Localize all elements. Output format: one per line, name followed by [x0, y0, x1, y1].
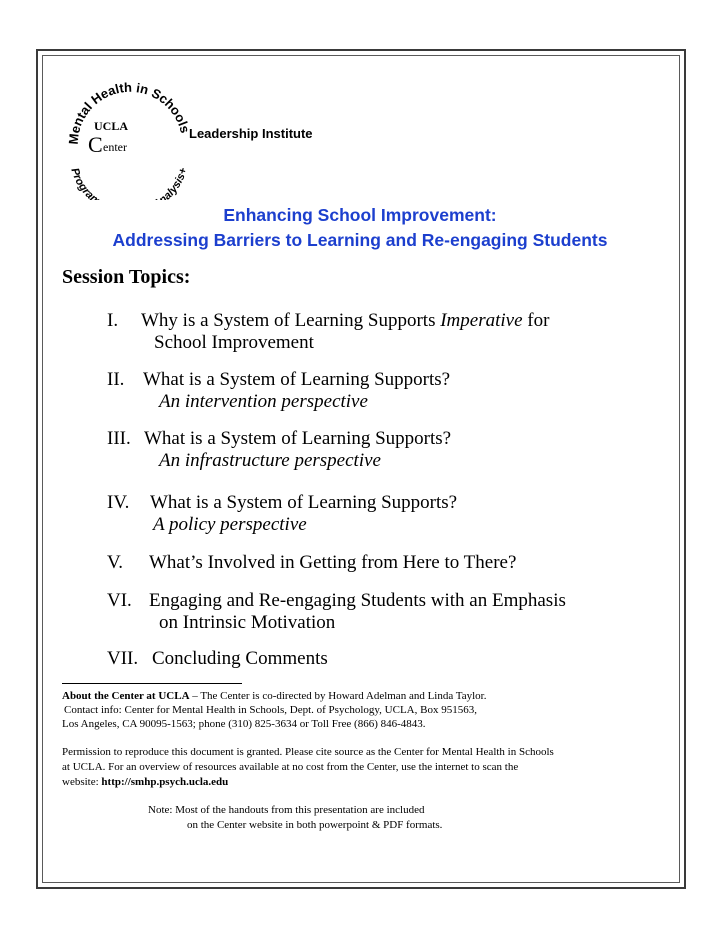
- topic-number: VII.: [107, 648, 139, 669]
- note-line-1: Note: Most of the handouts from this presentation are included: [148, 804, 425, 816]
- topic-text: Engaging and Re-engaging Students with an Emphasis: [149, 590, 566, 611]
- topic-subline: A policy perspective: [153, 514, 307, 535]
- topic-text: Why is a System of Learning Supports: [141, 310, 441, 331]
- note-line-2: on the Center website in both powerpoint & PDF formats.: [187, 819, 443, 831]
- topic-subline: An intervention perspective: [159, 391, 368, 412]
- permission-line-2: at UCLA. For an overview of resources available at no cost from the Center, use the internet to scan the: [62, 761, 519, 773]
- topic-item: [107, 428, 451, 472]
- about-label: About the Center at UCLA: [62, 690, 190, 702]
- logo-ucla: UCLA: [94, 119, 129, 133]
- topic-subline: School Improvement: [154, 332, 314, 353]
- topic-number: VI.: [107, 590, 132, 611]
- permission-line-3: [62, 775, 228, 790]
- topic-number: V.: [107, 552, 124, 573]
- topic-text: What’s Involved in Getting from Here to There?: [149, 552, 517, 573]
- contact-line-2: Los Angeles, CA 90095-1563; phone (310) 825-3634 or Toll Free (866) 846-4843.: [62, 718, 426, 730]
- topic-text-after: for: [522, 310, 550, 331]
- topic-item: [107, 552, 516, 574]
- topic-text: Concluding Comments: [152, 648, 328, 669]
- contact-line-1: Contact info: Center for Mental Health in Schools, Dept. of Psychology, UCLA, Box 951563,: [64, 704, 477, 716]
- topic-text: What is a System of Learning Supports?: [143, 369, 451, 390]
- topic-number: II.: [107, 369, 125, 390]
- center-logo: [58, 70, 198, 200]
- logo-arc-text: Mental Health in Schools: [65, 79, 193, 145]
- about-line: [62, 689, 486, 704]
- topic-item: [107, 648, 328, 670]
- footnote-divider: [62, 683, 242, 684]
- topic-item: [107, 310, 549, 354]
- title-line-2: Addressing Barriers to Learning and Re-engaging Students: [112, 230, 608, 250]
- topic-item: [107, 369, 450, 413]
- website-link[interactable]: http://smhp.psych.ucla.edu: [101, 776, 229, 788]
- session-heading: Session Topics:: [62, 266, 191, 288]
- topic-text: What is a System of Learning Supports?: [144, 428, 452, 449]
- website-prefix: website:: [62, 776, 102, 788]
- topic-subline: on Intrinsic Motivation: [159, 612, 336, 633]
- topic-text: What is a System of Learning Supports?: [150, 492, 458, 513]
- logo-bottom-arc-text: Progra nalysis+: [68, 166, 190, 200]
- title-line-1: Enhancing School Improvement:: [223, 205, 497, 225]
- permission-line-1: Permission to reproduce this document is granted. Please cite source as the Center for Mental Health in Schools: [62, 746, 554, 758]
- topic-number: I.: [107, 310, 119, 331]
- topic-item: [107, 590, 566, 634]
- svg-text:Program and Policy Analysis+: [68, 166, 190, 200]
- logo-center-rest: enter: [103, 140, 127, 154]
- topic-number: III.: [107, 428, 131, 449]
- topic-subline: An infrastructure perspective: [159, 450, 381, 471]
- topic-number: IV.: [107, 492, 130, 513]
- topic-item: [107, 492, 457, 536]
- logo-center-initial: C: [88, 132, 103, 157]
- svg-text:Mental Health in Schools: [66, 80, 193, 145]
- topic-emphasis: Imperative: [440, 310, 523, 331]
- about-text: – The Center is co-directed by Howard Adelman and Linda Taylor.: [189, 690, 487, 702]
- institute-name: Leadership Institute: [189, 126, 313, 141]
